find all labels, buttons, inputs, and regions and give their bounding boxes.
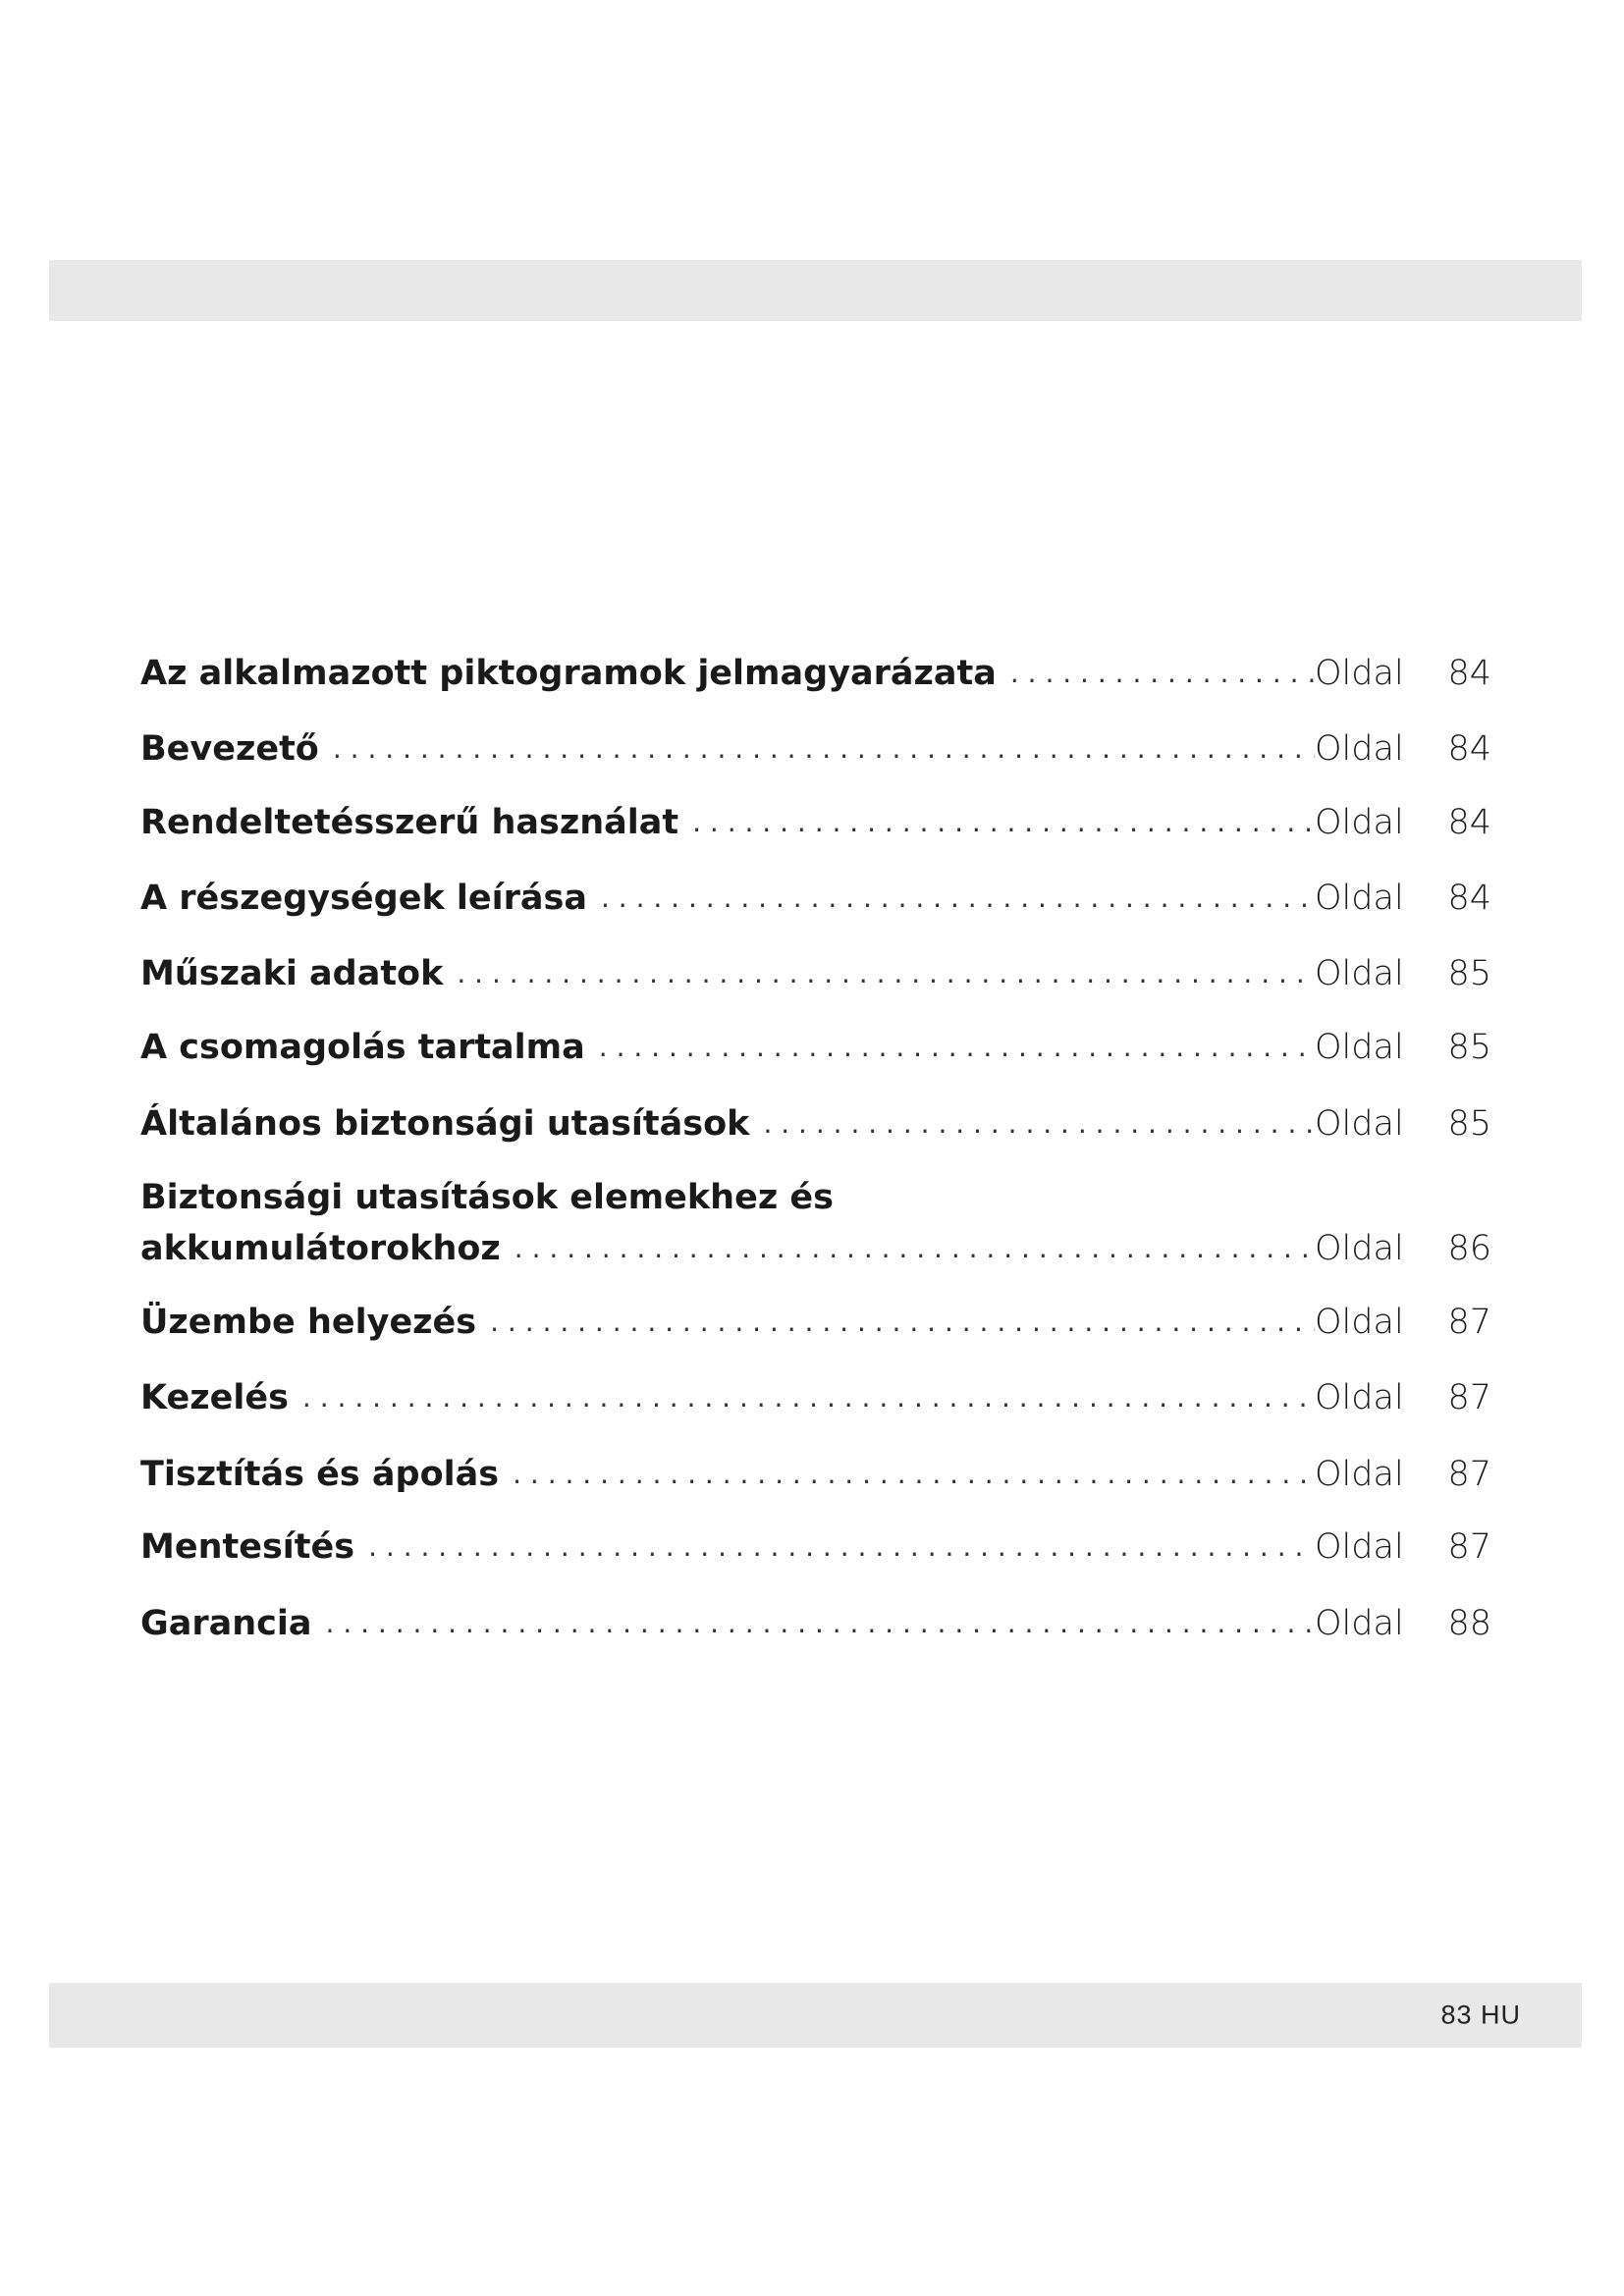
toc-entry[interactable] xyxy=(140,948,1491,999)
toc-page-number: 85 xyxy=(1447,1028,1491,1067)
toc-page-word: Oldal xyxy=(1315,1455,1404,1494)
toc-leader-dots xyxy=(289,1372,1315,1423)
toc-page-ref xyxy=(1315,1372,1491,1423)
toc-page-ref xyxy=(1315,873,1491,924)
toc-page-ref xyxy=(1315,1098,1491,1149)
toc-leader-dots xyxy=(499,1449,1315,1500)
toc-page-number: 87 xyxy=(1447,1527,1491,1567)
toc-page-ref xyxy=(1315,1223,1491,1274)
toc-page-number: 84 xyxy=(1447,654,1491,693)
toc-page-number: 87 xyxy=(1447,1303,1491,1342)
toc-page-word: Oldal xyxy=(1315,803,1404,842)
toc-entry[interactable] xyxy=(140,648,1491,699)
toc-entry-title: Kezelés xyxy=(140,1378,289,1417)
toc-entry[interactable] xyxy=(140,1098,1491,1149)
toc-page-word: Oldal xyxy=(1315,1604,1404,1643)
toc-entry[interactable] xyxy=(140,873,1491,924)
toc-page-ref xyxy=(1315,797,1491,848)
toc-leader-dots xyxy=(312,1598,1315,1649)
toc-page-word: Oldal xyxy=(1315,1527,1404,1567)
toc-page-word: Oldal xyxy=(1315,1303,1404,1342)
toc-page-ref xyxy=(1315,1449,1491,1500)
toc-entry[interactable] xyxy=(140,1022,1491,1073)
toc-entry-title: Tisztítás és ápolás xyxy=(140,1455,500,1494)
toc-page-number: 85 xyxy=(1447,1104,1491,1144)
toc-entry[interactable] xyxy=(140,1372,1491,1423)
header-band xyxy=(49,260,1582,321)
toc-leader-dots xyxy=(678,797,1315,848)
toc-entry-title: Rendeltetésszerű használat xyxy=(140,803,679,842)
toc-entry-title: Az alkalmazott piktogramok jelmagyarázata xyxy=(140,654,997,693)
toc-leader-dots xyxy=(997,648,1315,699)
toc-entry-title: Garancia xyxy=(140,1604,312,1643)
toc-page-number: 84 xyxy=(1447,729,1491,769)
toc-page-ref xyxy=(1315,948,1491,999)
toc-entry-title: Mentesítés xyxy=(140,1527,355,1567)
footer-band xyxy=(49,1983,1582,2048)
toc-entry-title: Bevezető xyxy=(140,729,319,769)
toc-leader-dots xyxy=(501,1223,1315,1274)
toc-leader-dots xyxy=(319,723,1315,774)
toc-entry[interactable] xyxy=(140,1178,1491,1274)
toc-page-word: Oldal xyxy=(1315,1104,1404,1144)
toc-page-word: Oldal xyxy=(1315,654,1404,693)
toc-entry[interactable] xyxy=(140,1449,1491,1500)
page-number: 83 HU xyxy=(1440,2000,1521,2030)
toc-page-number: 84 xyxy=(1447,803,1491,842)
toc-entry-title: akkumulátorokhoz xyxy=(140,1229,501,1268)
toc-entry[interactable] xyxy=(140,723,1491,774)
toc-page-ref xyxy=(1315,1522,1491,1573)
toc-page-word: Oldal xyxy=(1315,1229,1404,1268)
toc-entry[interactable] xyxy=(140,1598,1491,1649)
toc-page-number: 85 xyxy=(1447,954,1491,993)
toc-page-word: Oldal xyxy=(1315,1028,1404,1067)
toc-page-word: Oldal xyxy=(1315,954,1404,993)
toc-leader-dots xyxy=(443,948,1315,999)
toc-page-ref xyxy=(1315,1022,1491,1073)
toc-page-number: 88 xyxy=(1447,1604,1491,1643)
toc-page-number: 87 xyxy=(1447,1378,1491,1417)
toc-leader-dots xyxy=(587,873,1315,924)
toc-page-number: 86 xyxy=(1447,1229,1491,1268)
toc-entry-title-line1: Biztonsági utasítások elemekhez és xyxy=(140,1178,834,1217)
toc-entry-title: Műszaki adatok xyxy=(140,954,444,993)
toc-page-word: Oldal xyxy=(1315,1378,1404,1417)
toc-page-ref xyxy=(1315,1598,1491,1649)
toc-leader-dots xyxy=(354,1522,1315,1573)
toc-page-number: 87 xyxy=(1447,1455,1491,1494)
toc-leader-dots xyxy=(749,1098,1315,1149)
toc-page-number: 84 xyxy=(1447,879,1491,918)
toc-entry-title: A csomagolás tartalma xyxy=(140,1028,585,1067)
toc-entry[interactable] xyxy=(140,797,1491,848)
toc-entry[interactable] xyxy=(140,1297,1491,1348)
toc-entry-title: A részegységek leírása xyxy=(140,879,587,918)
toc-leader-dots xyxy=(476,1297,1315,1348)
toc-page-word: Oldal xyxy=(1315,729,1404,769)
toc-entry-title: Üzembe helyezés xyxy=(140,1303,477,1342)
toc-entry[interactable] xyxy=(140,1522,1491,1573)
toc-leader-dots xyxy=(585,1022,1315,1073)
toc-page-ref xyxy=(1315,723,1491,774)
toc-page-word: Oldal xyxy=(1315,879,1404,918)
toc-entry-title: Általános biztonsági utasítások xyxy=(140,1104,750,1144)
toc-page-ref xyxy=(1315,648,1491,699)
toc-page-ref xyxy=(1315,1297,1491,1348)
